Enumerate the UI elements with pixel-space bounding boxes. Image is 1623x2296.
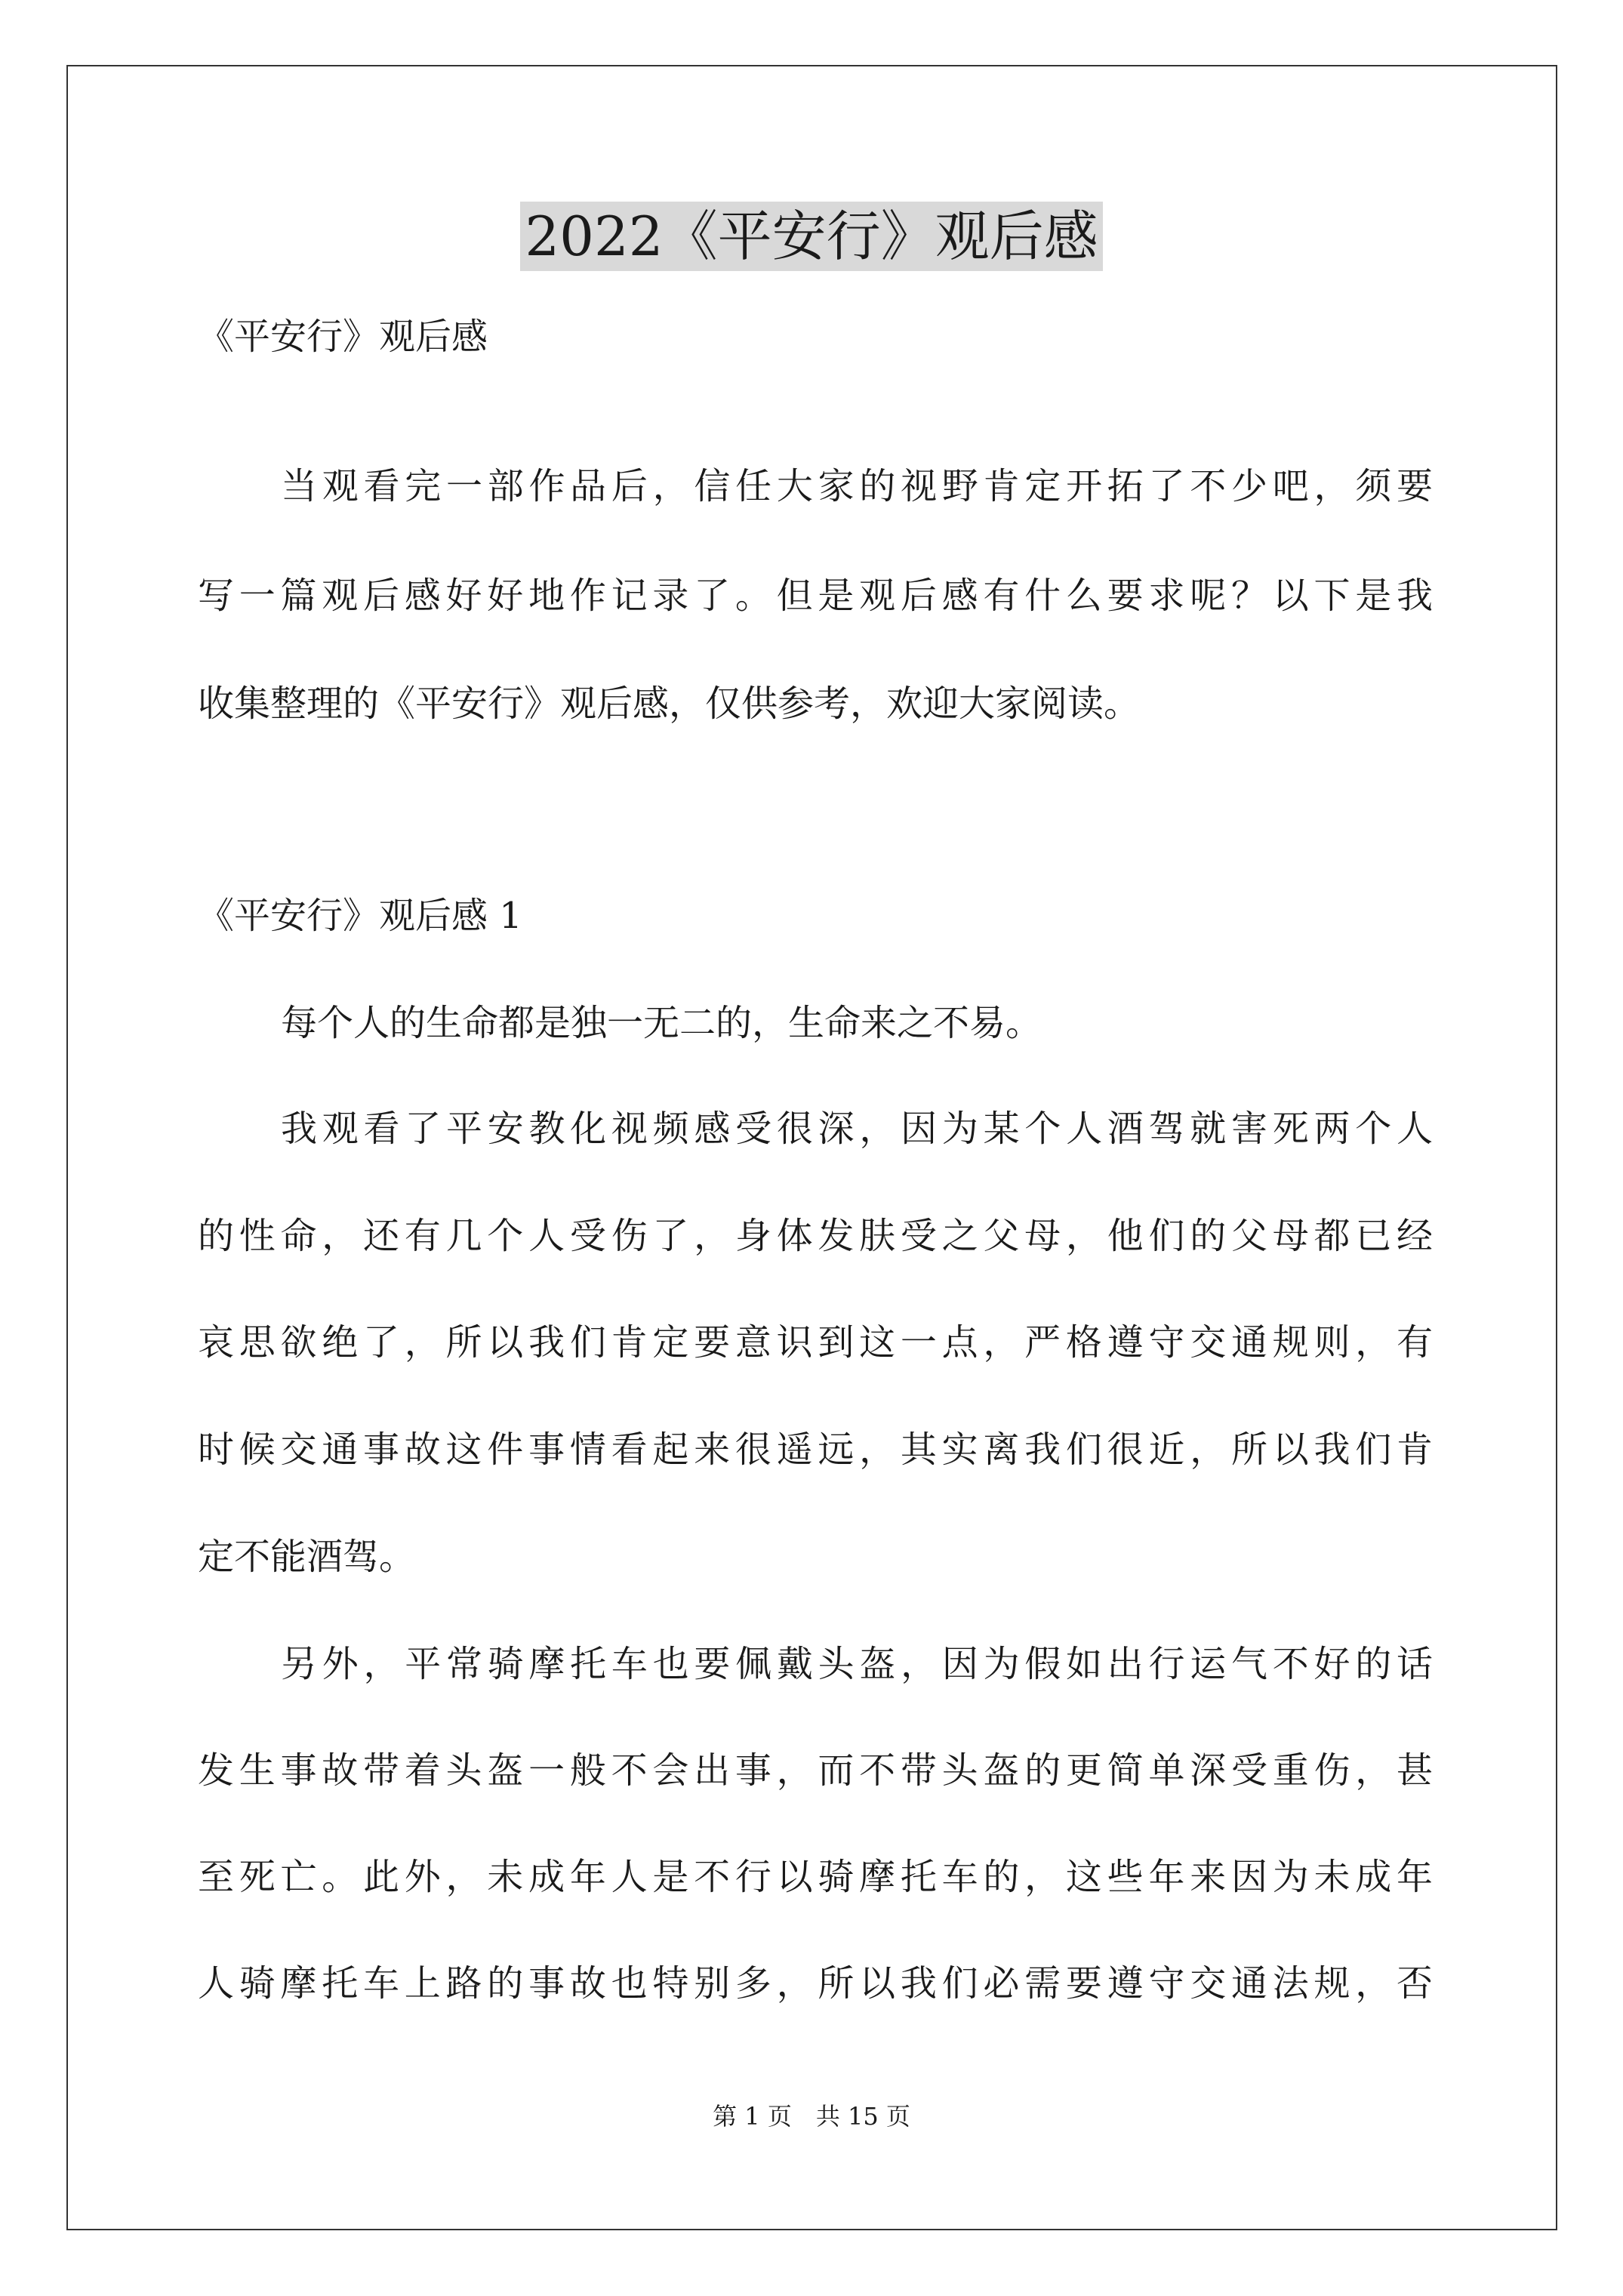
intro-line-2: 写一篇观后感好好地作记录了。但是观后感有什么要求呢？以下是我 <box>198 575 1433 617</box>
intro-line-1: 当观看完一部作品后，信任大家的视野肯定开拓了不少吧，须要 <box>281 465 1433 507</box>
para-3-line-3: 至死亡。此外，未成年人是不行以骑摩托车的，这些年来因为未成年 <box>198 1856 1433 1898</box>
document-title-text: 2022《平安行》观后感 <box>520 202 1102 271</box>
para-3-line-2: 发生事故带着头盔一般不会出事，而不带头盔的更简单深受重伤，甚 <box>198 1749 1433 1792</box>
para-2-line-4: 时候交通事故这件事情看起来很遥远，其实离我们很近，所以我们肯 <box>198 1428 1433 1471</box>
para-2-line-1: 我观看了平安教化视频感受很深，因为某个人酒驾就害死两个人 <box>281 1108 1433 1150</box>
page-footer: 第 1 页 共 15 页 <box>713 2102 910 2131</box>
document-title <box>0 195 1623 278</box>
para-3-line-1: 另外，平常骑摩托车也要佩戴头盔，因为假如出行运气不好的话 <box>281 1643 1433 1685</box>
section-1-heading: 《平安行》观后感 1 <box>198 895 522 937</box>
para-2-line-3: 哀思欲绝了，所以我们肯定要意识到这一点，严格遵守交通规则，有 <box>198 1321 1433 1364</box>
para-1-line-1: 每个人的生命都是独一无二的，生命来之不易。 <box>281 1002 1042 1044</box>
main-heading: 《平安行》观后感 <box>198 316 488 358</box>
para-3-line-4: 人骑摩托车上路的事故也特别多，所以我们必需要遵守交通法规，否 <box>198 1962 1433 2005</box>
para-2-line-2: 的性命，还有几个人受伤了，身体发肤受之父母，他们的父母都已经 <box>198 1215 1433 1257</box>
para-2-line-5: 定不能酒驾。 <box>198 1536 416 1578</box>
intro-line-3: 收集整理的《平安行》观后感，仅供参考，欢迎大家阅读。 <box>198 683 1141 725</box>
